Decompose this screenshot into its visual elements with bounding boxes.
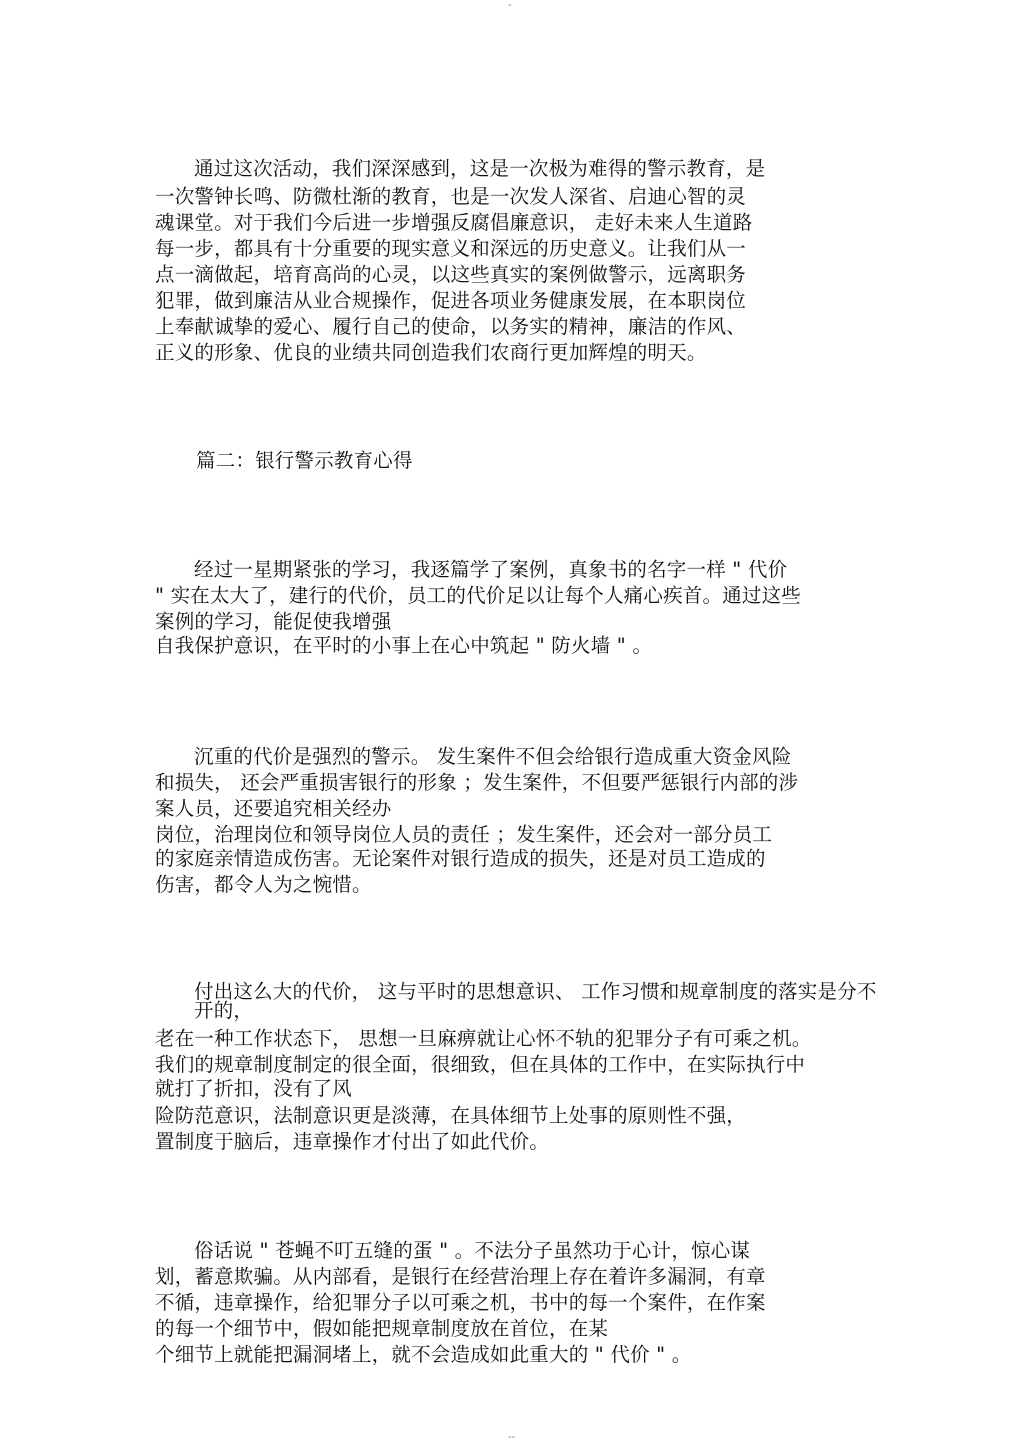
section-heading: 篇二：银行警示教育心得 — [196, 449, 413, 472]
header-mark: - — [508, 0, 512, 11]
text-line: 个细节上就能把漏洞堵上，就不会造成如此重大的 " 代价 " 。 — [155, 1343, 692, 1366]
text-line: 就打了折扣，没有了风 — [155, 1077, 353, 1100]
text-line: 置制度于脑后，违章操作才付出了如此代价。 — [155, 1130, 550, 1153]
text-line: 老在一种工作状态下， 思想一旦麻痹就让心怀不轨的犯罪分子有可乘之机。 — [155, 1027, 812, 1050]
text-line: 案例的学习，能促使我增强 — [155, 610, 392, 633]
text-line: 魂课堂。对于我们今后进一步增强反腐倡廉意识， 走好未来人生道路 — [155, 211, 753, 234]
text-line: 我们的规章制度制定的很全面，很细致，但在具体的工作中，在实际执行中 — [155, 1053, 806, 1076]
text-line: 正义的形象、优良的业绩共同创造我们农商行更加辉煌的明天。 — [155, 341, 707, 364]
text-line: 沉重的代价是强烈的警示。 发生案件不但会给银行造成重大资金风险 — [194, 745, 792, 768]
text-line: 不循，违章操作，给犯罪分子以可乘之机，书中的每一个案件，在作案 — [155, 1291, 766, 1314]
text-line: 一次警钟长鸣、防微杜渐的教育，也是一次发人深省、启迪心智的灵 — [155, 185, 747, 208]
text-line: 开的， — [194, 999, 254, 1022]
text-line: 自我保护意识，在平时的小事上在心中筑起 " 防火墙 " 。 — [155, 634, 653, 657]
text-line: 犯罪，做到廉洁从业合规操作，促进各项业务健康发展，在本职岗位 — [155, 289, 747, 312]
text-line: 通过这次活动，我们深深感到，这是一次极为难得的警示教育，是 — [194, 157, 766, 180]
text-line: 的家庭亲情造成伤害。无论案件对银行造成的损失，还是对员工造成的 — [155, 847, 766, 870]
text-line: " 实在太大了，建行的代价，员工的代价足以让每个人痛心疾首。通过这些 — [155, 584, 801, 607]
text-line: 俗话说 " 苍蝇不叮五缝的蛋 " 。不法分子虽然功于心计，惊心谋 — [194, 1239, 751, 1262]
text-line: 伤害，都令人为之惋惜。 — [155, 873, 372, 896]
text-line: 每一步，都具有十分重要的现实意义和深远的历史意义。让我们从一 — [155, 237, 747, 260]
text-line: 上奉献诚挚的爱心、履行自己的使命，以务实的精神，廉洁的作风、 — [155, 315, 747, 338]
text-line: 的每一个细节中，假如能把规章制度放在首位，在某 — [155, 1317, 609, 1340]
footer-mark: -- — [508, 1432, 516, 1443]
text-line: 付出这么大的代价， 这与平时的思想意识、 工作习惯和规章制度的落实是分不 — [194, 980, 877, 1003]
text-line: 划，蓄意欺骗。从内部看，是银行在经营治理上存在着许多漏洞，有章 — [155, 1265, 766, 1288]
text-line: 点一滴做起，培育高尚的心灵，以这些真实的案例做警示，远离职务 — [155, 263, 747, 286]
text-line: 险防范意识，法制意识更是淡薄，在具体细节上处事的原则性不强， — [155, 1104, 747, 1127]
text-line: 案人员，还要追究相关经办 — [155, 797, 392, 820]
text-line: 岗位，治理岗位和领导岗位人员的责任 ；发生案件，还会对一部分员工 — [155, 823, 773, 846]
text-line: 和损失， 还会严重损害银行的形象 ；发生案件，不但要严惩银行内部的涉 — [155, 771, 799, 794]
text-line: 经过一星期紧张的学习，我逐篇学了案例，真象书的名字一样 " 代价 — [194, 558, 788, 581]
